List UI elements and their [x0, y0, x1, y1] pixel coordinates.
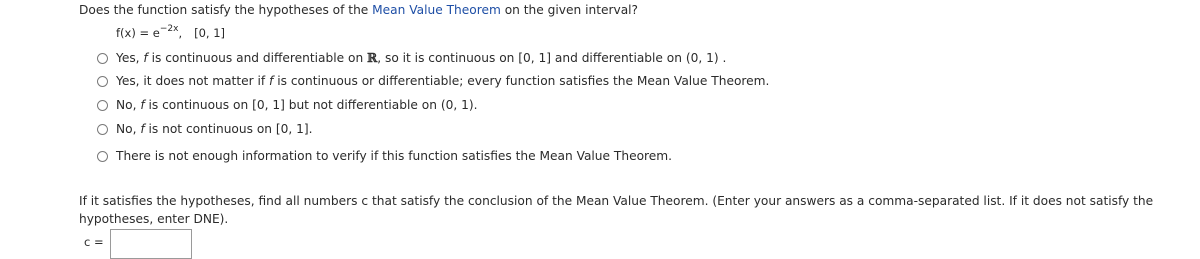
option-1[interactable]: [97, 51, 726, 65]
radio-button-2[interactable]: [97, 76, 108, 87]
option-3-text: No, f is continuous on [0, 1] but not differentiable on (0, 1).: [116, 98, 478, 112]
option-1-text: Yes, f is continuous and differentiable on ℝ, so it is continuous on [0, 1] and differentiable on (0, 1) .: [116, 51, 727, 65]
follow-up-instructions: If it satisfies the hypotheses, find all numbers c that satisfy the conclusion of the Mean Value Theorem. (Enter your answers as a comma-separated list. If it does not satisfy the hypotheses, enter DNE).: [79, 194, 1154, 226]
answer-row: [84, 229, 192, 259]
question-prefix: Does the function satisfy the hypotheses of the: [79, 3, 373, 17]
option-4-text: No, f is not continuous on [0, 1].: [116, 122, 313, 136]
question-suffix: on the given interval?: [500, 3, 639, 17]
mean-value-theorem-link[interactable]: Mean Value Theorem: [372, 3, 501, 17]
function-definition: [116, 26, 225, 40]
function-exponent: −2x: [159, 24, 179, 34]
function-interval: [0, 1]: [194, 26, 226, 40]
option-5-text: There is not enough information to verify if this function satisfies the Mean Value Theorem.: [116, 149, 673, 163]
option-3[interactable]: [97, 98, 477, 112]
option-4[interactable]: [97, 122, 313, 136]
option-2-text: Yes, it does not matter if f is continuous or differentiable; every function satisfies the Mean Value Theorem.: [116, 74, 770, 88]
option-5[interactable]: [97, 149, 672, 163]
function-comma: ,: [178, 26, 183, 40]
radio-button-1[interactable]: [97, 53, 108, 64]
answer-label: c =: [84, 235, 104, 249]
option-2[interactable]: [97, 74, 769, 88]
radio-button-4[interactable]: [97, 124, 108, 135]
question-text: [79, 3, 638, 17]
function-lhs: f(x) = e: [116, 26, 160, 40]
answer-input[interactable]: [110, 229, 192, 259]
radio-button-5[interactable]: [97, 151, 108, 162]
radio-button-3[interactable]: [97, 100, 108, 111]
